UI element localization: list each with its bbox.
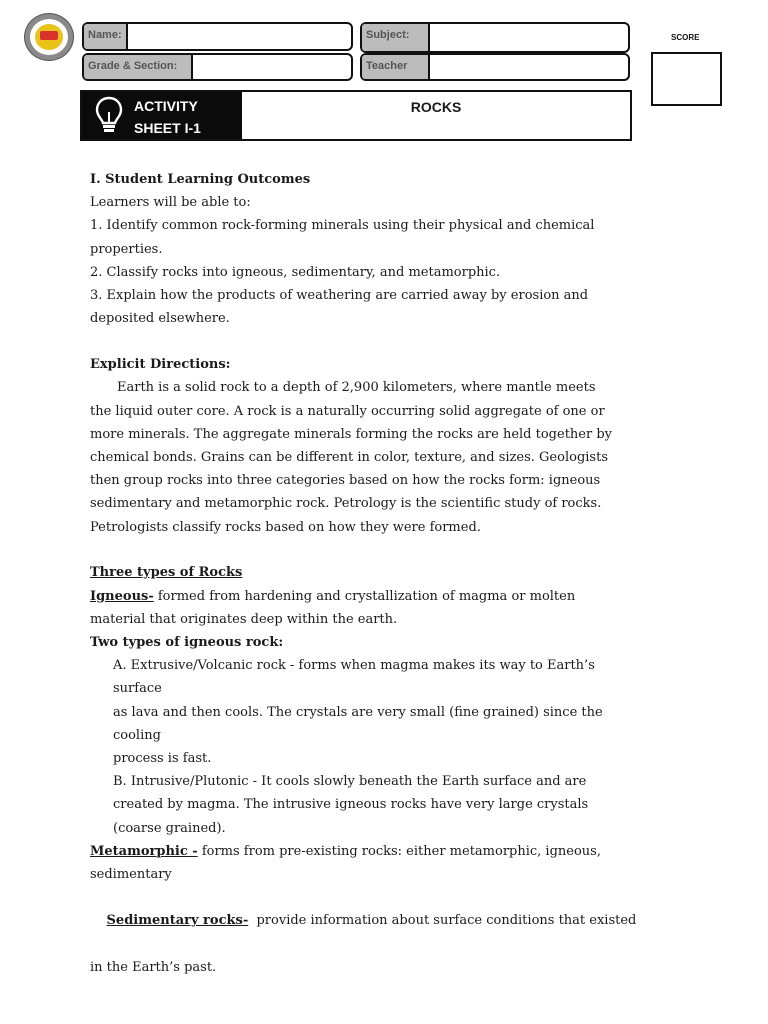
subject-label: Subject: <box>362 24 430 51</box>
extrusive-line: cooling <box>113 727 161 743</box>
extrusive-line: surface <box>113 681 162 697</box>
metamorphic-definition-cont: sedimentary <box>90 867 172 883</box>
activity-label: ACTIVITY <box>134 98 198 114</box>
extrusive-line: as lava and then cools. The crystals are very small (fine grained) since the <box>113 704 603 720</box>
outcome-2: 2. Classify rocks into igneous, sedimentary, and metamorphic. <box>90 264 501 280</box>
outcomes-heading: I. Student Learning Outcomes <box>90 172 311 187</box>
directions-line: sedimentary and metamorphic rock. Petrology is the scientific study of rocks. <box>90 496 602 512</box>
igneous-types-heading: Two types of igneous rock: <box>90 635 284 651</box>
sedimentary-text: provide information about surface conditions that existed <box>248 913 637 929</box>
activity-badge <box>82 92 242 139</box>
school-seal-logo <box>24 13 74 61</box>
activity-sheet-number: SHEET I-1 <box>134 120 201 136</box>
extrusive-line: A. Extrusive/Volcanic rock - forms when magma makes its way to Earth’s <box>113 658 595 674</box>
score-label: SCORE <box>671 33 700 42</box>
name-label: Name: <box>84 24 128 49</box>
worksheet-content <box>90 168 690 979</box>
directions-line: chemical bonds. Grains can be different in color, texture, and sizes. Geologists <box>90 449 608 465</box>
directions-line: Petrologists classify rocks based on how they were formed. <box>90 519 481 535</box>
teacher-label: Teacher <box>362 55 430 79</box>
igneous-text: formed from hardening and crystallization of magma or molten <box>153 588 576 604</box>
lightbulb-icon <box>94 96 124 136</box>
grade-section-label: Grade & Section: <box>84 55 193 79</box>
outcome-3-line-2: deposited elsewhere. <box>90 311 230 327</box>
metamorphic-term: Metamorphic - <box>90 843 198 859</box>
extrusive-line: process is fast. <box>113 751 212 767</box>
sedimentary-definition <box>90 886 690 956</box>
outcomes-intro: Learners will be able to: <box>90 195 251 211</box>
activity-title: ROCKS <box>410 99 462 115</box>
metamorphic-text: forms from pre-existing rocks: either metamorphic, igneous, <box>197 843 601 859</box>
directions-line: Earth is a solid rock to a depth of 2,900 kilometers, where mantle meets <box>117 380 596 396</box>
metamorphic-definition <box>90 840 690 863</box>
sedimentary-term: Sedimentary rocks- <box>106 913 249 929</box>
outcome-1-line-1: 1. Identify common rock-forming minerals using their physical and chemical <box>90 218 595 234</box>
rock-types-heading: Three types of Rocks <box>90 565 243 581</box>
outcome-3-line-1: 3. Explain how the products of weathering are carried away by erosion and <box>90 288 589 304</box>
igneous-definition <box>90 585 690 608</box>
activity-banner <box>80 90 632 141</box>
score-box[interactable] <box>651 52 722 106</box>
teacher-field[interactable] <box>360 53 630 81</box>
igneous-definition-cont: material that originates deep within the earth. <box>90 611 398 627</box>
sedimentary-definition-cont: in the Earth’s past. <box>90 959 217 975</box>
intrusive-line: (coarse grained). <box>113 820 226 836</box>
grade-section-field[interactable] <box>82 53 353 81</box>
subject-field[interactable] <box>360 22 630 53</box>
outcome-1-line-2: properties. <box>90 241 163 257</box>
directions-line: then group rocks into three categories based on how the rocks form: igneous <box>90 473 601 489</box>
intrusive-line: created by magma. The intrusive igneous rocks have very large crystals <box>113 797 589 813</box>
igneous-term: Igneous- <box>90 588 154 604</box>
directions-heading: Explicit Directions: <box>90 357 231 373</box>
directions-line: the liquid outer core. A rock is a naturally occurring solid aggregate of one or <box>90 403 605 419</box>
directions-line: more minerals. The aggregate minerals forming the rocks are held together by <box>90 426 612 442</box>
name-field[interactable] <box>82 22 353 51</box>
intrusive-line: B. Intrusive/Plutonic - It cools slowly beneath the Earth surface and are <box>113 774 587 790</box>
